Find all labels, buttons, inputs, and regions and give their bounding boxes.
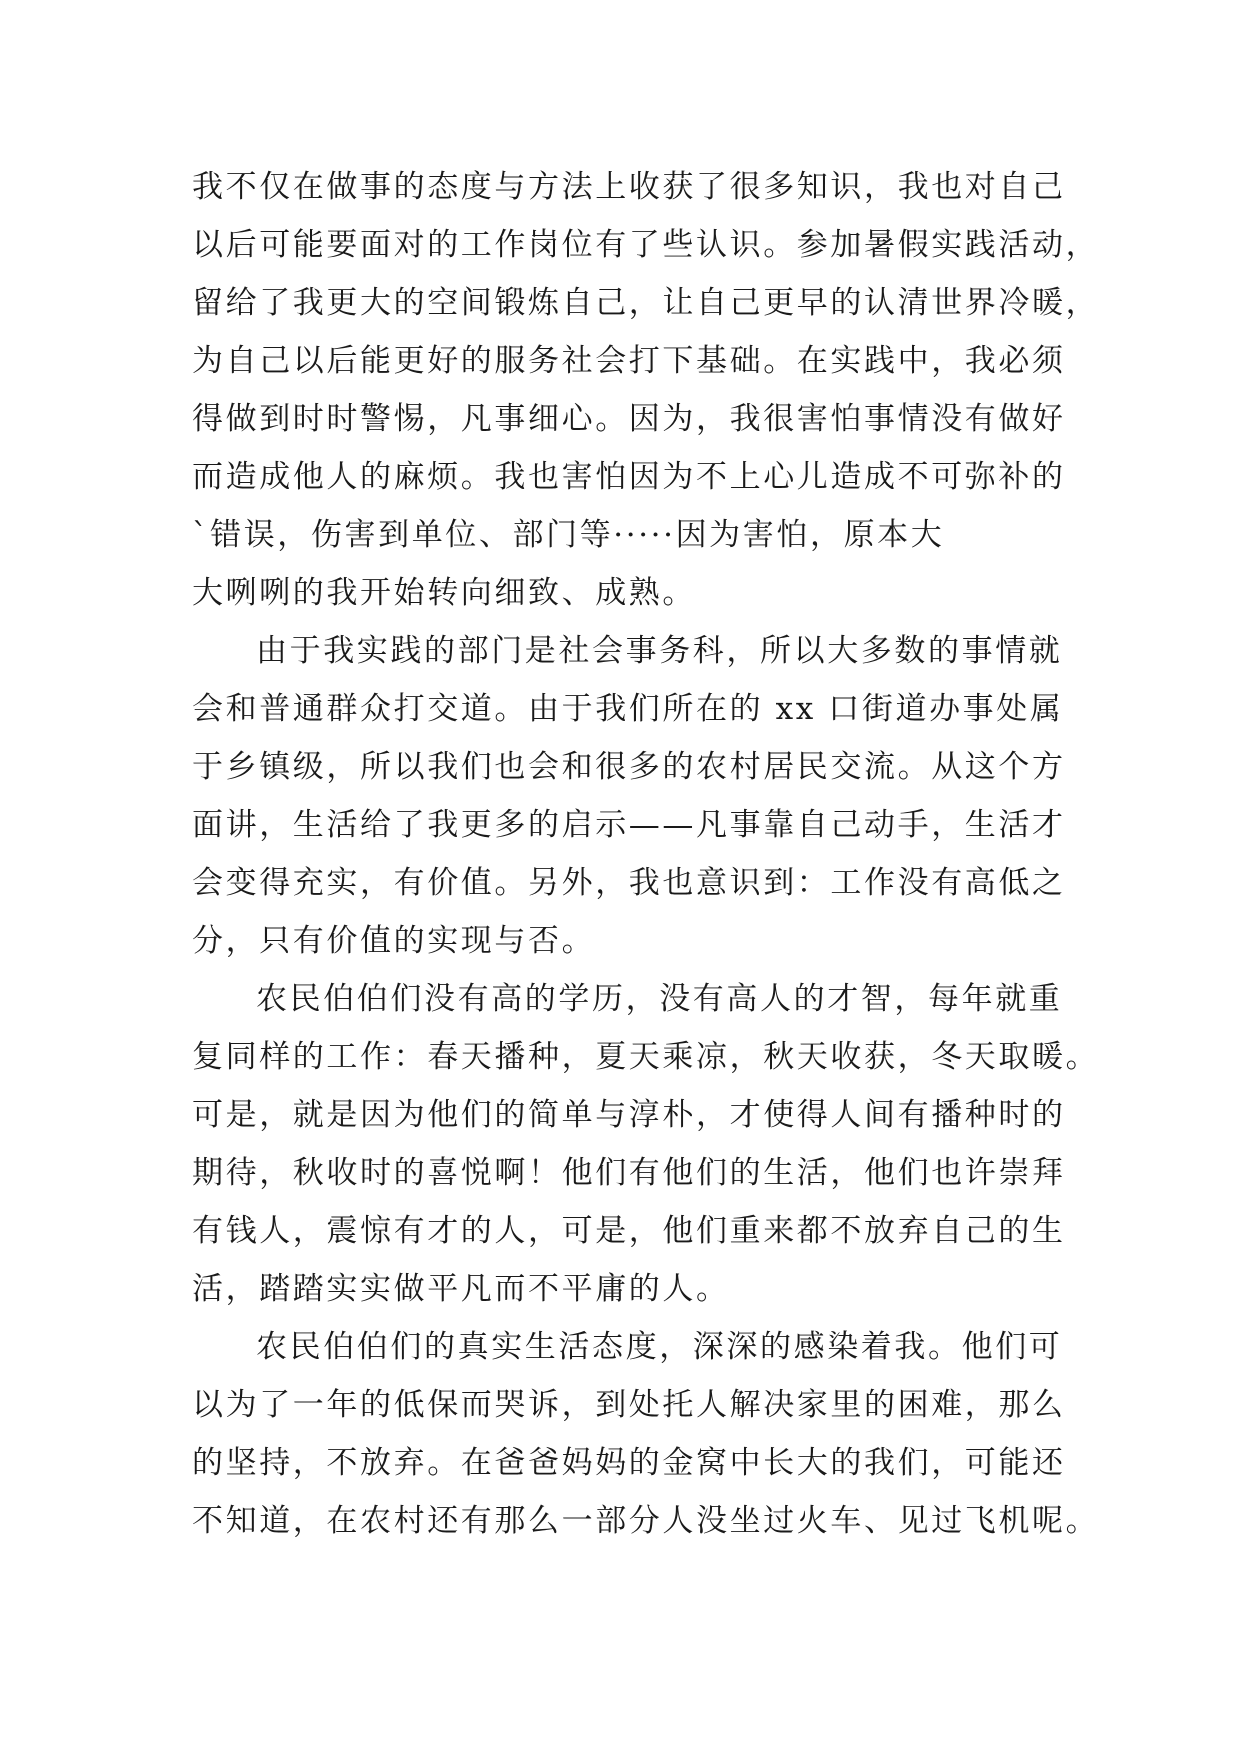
text-line: 会和普通群众打交道。由于我们所在的 xx 口街道办事处属 [192, 691, 1064, 727]
document-body [192, 158, 1100, 1550]
text-line: `错误，伤害到单位、部门等·····因为害怕，原本大 [192, 517, 945, 553]
text-line: 我不仅在做事的态度与方法上收获了很多知识，我也对自己 [192, 169, 1066, 205]
text-line: 留给了我更大的空间锻炼自己，让自己更早的认清世界冷暖， [192, 285, 1100, 321]
text-line: 的坚持，不放弃。在爸爸妈妈的金窝中长大的我们，可能还 [192, 1445, 1066, 1481]
paragraph-start-line: 农民伯伯们的真实生活态度，深深的感染着我。他们可 [256, 1329, 1063, 1365]
text-line: 而造成他人的麻烦。我也害怕因为不上心儿造成不可弥补的 [192, 459, 1066, 495]
text-line: 分，只有价值的实现与否。 [192, 923, 596, 959]
text-line: 大咧咧的我开始转向细致、成熟。 [192, 575, 696, 611]
paragraph-start-line: 由于我实践的部门是社会事务科，所以大多数的事情就 [256, 633, 1063, 669]
paragraph-start-line: 农民伯伯们没有高的学历，没有高人的才智，每年就重 [256, 981, 1063, 1017]
text-line: 面讲，生活给了我更多的启示——凡事靠自己动手，生活才 [192, 807, 1066, 843]
text-line: 复同样的工作：春天播种，夏天乘凉，秋天收获，冬天取暖。 [192, 1039, 1100, 1075]
text-line: 不知道，在农村还有那么一部分人没坐过火车、见过飞机呢。 [192, 1503, 1100, 1539]
text-line: 可是，就是因为他们的简单与淳朴，才使得人间有播种时的 [192, 1097, 1066, 1133]
text-line: 以为了一年的低保而哭诉，到处托人解决家里的困难，那么 [192, 1387, 1066, 1423]
text-line: 于乡镇级，所以我们也会和很多的农村居民交流。从这个方 [192, 749, 1066, 785]
text-line: 得做到时时警惕，凡事细心。因为，我很害怕事情没有做好 [192, 401, 1066, 437]
text-line: 以后可能要面对的工作岗位有了些认识。参加暑假实践活动， [192, 227, 1100, 263]
text-line: 期待，秋收时的喜悦啊！他们有他们的生活，他们也许崇拜 [192, 1155, 1066, 1191]
text-line: 活，踏踏实实做平凡而不平庸的人。 [192, 1271, 730, 1307]
text-line: 为自己以后能更好的服务社会打下基础。在实践中，我必须 [192, 343, 1066, 379]
text-line: 有钱人，震惊有才的人，可是，他们重来都不放弃自己的生 [192, 1213, 1066, 1249]
text-line: 会变得充实，有价值。另外，我也意识到：工作没有高低之 [192, 865, 1066, 901]
